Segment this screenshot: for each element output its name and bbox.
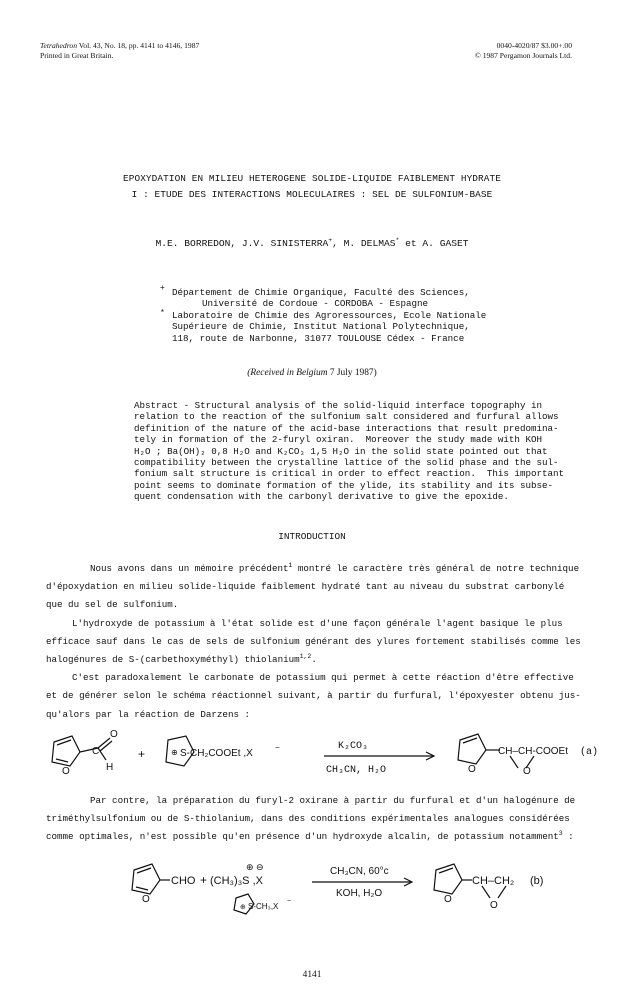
ref-3: 3 <box>558 830 563 838</box>
charge-signs: ⊕ ⊖ <box>246 862 264 872</box>
p1-text: Nous avons dans un mémoire précédent <box>90 563 289 574</box>
cho-group: CHO <box>171 875 196 887</box>
conditions-bottom: KOH, H₂O <box>336 888 383 899</box>
affil-2-line-3: 118, route de Narbonne, 31077 TOULOUSE Cédex - France <box>172 332 465 344</box>
p2-text: . <box>311 654 317 666</box>
aldehyde-h-label: H <box>106 762 114 773</box>
received-date-value: 7 July 1987) <box>329 368 377 378</box>
product-furan-o: O <box>444 894 452 905</box>
p1-text: que du sel de sulfonium. <box>46 599 179 611</box>
reagent-k2co3: K₂CO₃ <box>338 741 369 752</box>
author-4: et A. GASET <box>399 238 469 249</box>
scheme-label-b: (b) <box>530 875 544 887</box>
p2-text: efficace sauf dans le cas de sels de sulfonium générant des ylures fortement stabilisés comme les <box>46 635 581 647</box>
product-furan-o: O <box>468 764 476 775</box>
abstract-line: point seems to dominate formation of the ylide, its stability and its subse- <box>134 479 554 491</box>
issn-price: 0040-4020/87 $3.00+.00 <box>496 41 572 50</box>
aldehyde-c-label: C <box>92 746 100 757</box>
abstract <box>134 400 565 503</box>
intro-paragraphs-1-3 <box>46 560 586 724</box>
p1-text: montré le caractère très général de notre technique <box>292 563 580 574</box>
s-thiolanium-salt: S-CH₃,X <box>248 902 279 911</box>
affil-mark-2: * <box>160 308 165 318</box>
affil-2-line-2: Supérieure de Chimie, Institut National Polytechnique, <box>172 321 470 333</box>
journal-name: Tetrahedron <box>40 41 77 50</box>
abstract-line: Abstract - Structural analysis of the solid-liquid interface topography in <box>134 400 542 411</box>
p2-text: L'hydroxyde de potassium à l'état solide est d'une façon générale l'agent basique le plus <box>72 617 563 629</box>
scheme-label-a: (a) <box>580 747 599 758</box>
epoxyester-product: CH–CH-COOEt <box>498 746 569 757</box>
affiliations <box>160 284 487 344</box>
reaction-scheme-b <box>40 858 600 922</box>
oxirane-product: CH–CH₂ <box>472 875 515 887</box>
author-mark-plus: + <box>328 236 333 244</box>
abstract-line: fonium salt structure is critical in order to effect reaction. This important <box>134 468 565 480</box>
p1-text: d'époxydation en milieu solide-liquide faiblement hydraté tant au niveau du substrat carbonylé <box>46 581 565 593</box>
author-list <box>0 238 624 249</box>
sulfonium-charge: ⊕ <box>171 748 178 757</box>
solvent-ch3cn-h2o: CH₃CN, H₂O <box>326 765 387 776</box>
abstract-line: definition of the nature of the acid-base interactions that result predomina- <box>134 422 559 434</box>
furan-o-label: O <box>62 766 70 777</box>
plus-sign: + <box>200 873 208 887</box>
p3-text: et de générer selon le schéma réactionnel suivant, à partir du furfural, l'époxyester obtenu jus- <box>46 690 581 702</box>
thiolanium-halide-charge: − <box>287 898 292 905</box>
intro-paragraph-4 <box>46 792 586 847</box>
author-1-2: M.E. BORREDON, J.V. SINISTERRA <box>155 238 329 249</box>
page-number: 4141 <box>302 970 322 980</box>
abstract-line: quent condensation with the carbonyl derivative to give the epoxide. <box>134 491 509 503</box>
thiolanium-charge: ⊕ <box>240 904 246 911</box>
furan-ring-product-icon <box>434 864 462 894</box>
journal-citation: Vol. 43, No. 18, pp. 4141 to 4146, 1987 <box>78 41 200 50</box>
trimethylsulfonium-salt: (CH₃)₃S ,X <box>210 875 263 887</box>
author-mark-star: * <box>395 236 400 244</box>
furan-ring-product-icon <box>458 734 486 764</box>
title-line-1: EPOXYDATION EN MILIEU HETEROGENE SOLIDE-LIQUIDE FAIBLEMENT HYDRATE <box>123 173 501 184</box>
received-text: (Received in Belgium <box>247 368 328 378</box>
journal-header-right <box>475 41 572 61</box>
copyright: © 1987 Pergamon Journals Ltd. <box>475 51 572 60</box>
conditions-top: CH₃CN, 60°c <box>330 866 389 877</box>
abstract-line: tely in formation of the 2-furyl oxiran. Moreover the study made with KOH <box>134 434 542 446</box>
author-3: , M. DELMAS <box>332 238 396 249</box>
halide-charge: − <box>275 743 280 752</box>
abstract-line: compatibility between the crystalline lattice of the solid phase and the sul- <box>134 457 559 469</box>
p4-text: triméthylsulfonium ou de S-thiolanium, dans des conditions expérimentales analogues considérées <box>46 813 570 825</box>
ref-1-2: 1,2 <box>299 652 312 660</box>
journal-header-left <box>40 41 199 61</box>
p3-text: C'est paradoxalement le carbonate de potassium qui permet à cette réaction d'être effective <box>72 672 574 684</box>
p4-text: Par contre, la préparation du furyl-2 oxirane à partir du furfural et d'un halogénure de <box>90 795 576 806</box>
printed-in: Printed in Great Britain. <box>40 51 114 60</box>
sulfonium-salt: S-CH₂COOEt ,X <box>180 748 253 759</box>
paper-title <box>0 171 624 203</box>
epoxide-o-label: O <box>523 766 531 777</box>
abstract-line: H₂O ; Ba(OH)₂ 0,8 H₂O and K₂CO₃ 1,5 H₂O in the solid state pointed out that <box>134 445 548 457</box>
ref-1: 1 <box>288 561 293 569</box>
p2-text: halogénures de S-(carbethoxyméthyl) thiolanium <box>46 654 300 666</box>
furan-o-label: O <box>142 894 150 905</box>
p4-text: comme optimales, n'est possible qu'en présence d'un hydroxyde alcalin, de potassium notamment <box>46 831 559 843</box>
aldehyde-o-label: O <box>110 729 118 740</box>
affil-1-line-1: Département de Chimie Organique, Faculté des Sciences, <box>172 287 470 298</box>
abstract-line: relation to the reaction of the sulfonium salt considered and furfural allows <box>134 411 559 423</box>
p4-text: : <box>562 831 574 843</box>
affil-2-line-1: Laboratoire de Chimie des Agroressources, Ecole Nationale <box>172 309 487 321</box>
p3-text: qu'alors par la réaction de Darzens : <box>46 708 250 720</box>
affil-1-line-2: Université de Cordoue - CORDOBA - Espagne <box>202 298 429 310</box>
plus-sign: + <box>138 747 146 761</box>
received-date <box>0 368 624 378</box>
title-line-2: I : ETUDE DES INTERACTIONS MOLECULAIRES : SEL DE SULFONIUM-BASE <box>131 189 493 200</box>
affil-mark-1: + <box>160 284 165 293</box>
section-heading-introduction: INTRODUCTION <box>278 531 346 542</box>
reaction-scheme-a <box>40 726 600 784</box>
epoxide-o-label: O <box>490 900 498 911</box>
